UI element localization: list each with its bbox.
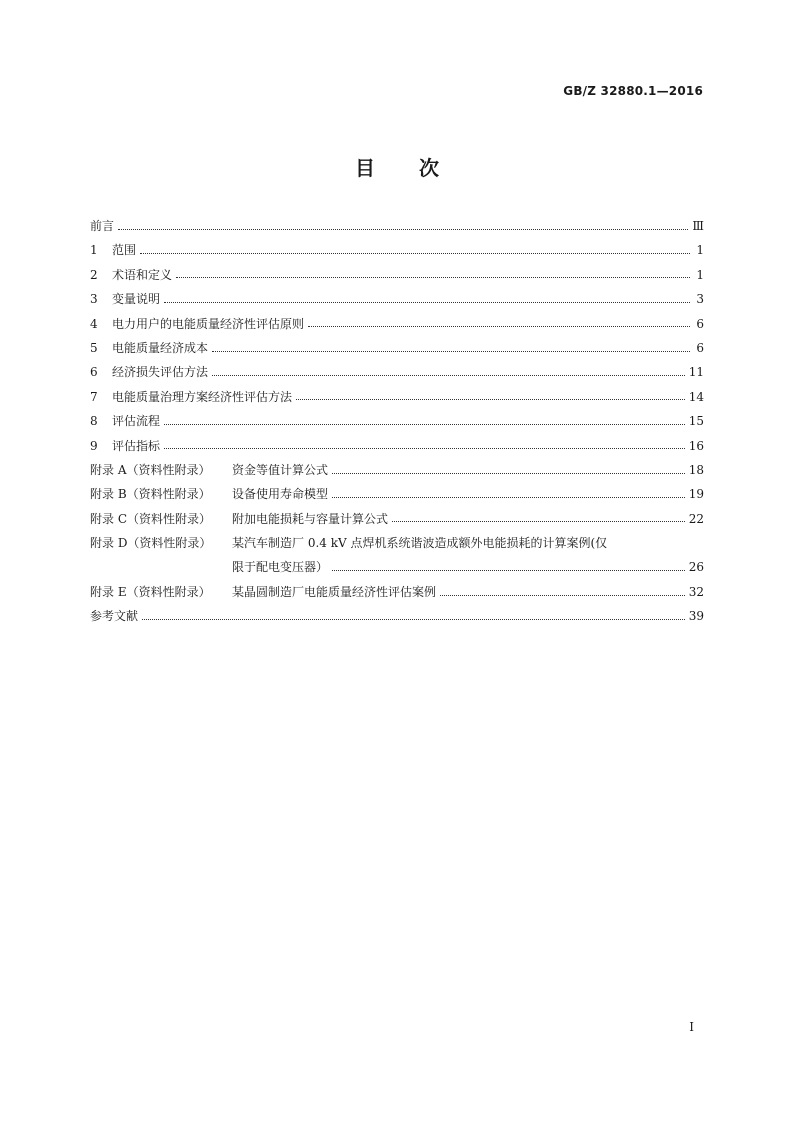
toc-entry-label: 设备使用寿命模型: [232, 487, 329, 502]
toc-page-number: 16: [688, 438, 704, 453]
toc-page-number: 26: [688, 560, 704, 575]
toc-page-number: 1: [696, 267, 704, 282]
toc-entry-label: 评估流程: [112, 414, 161, 429]
appendix-prefix: 附录 D（资料性附录）: [90, 536, 212, 551]
section-number: 2: [90, 267, 98, 282]
section-number: 7: [90, 389, 98, 404]
toc-entry-section-9[interactable]: [90, 434, 704, 458]
toc-page-number: 6: [696, 340, 704, 355]
toc-entry-section-7[interactable]: [90, 385, 704, 409]
toc-entry-label: 资金等值计算公式: [232, 462, 329, 477]
section-number: 9: [90, 438, 98, 453]
toc-page-number: 32: [688, 584, 704, 599]
appendix-prefix: 附录 A（资料性附录）: [90, 462, 211, 477]
toc-page-number: Ⅲ: [692, 219, 704, 233]
dot-leader: [118, 229, 688, 230]
dot-leader: [176, 277, 690, 278]
section-number: 4: [90, 316, 98, 331]
toc-page-number: 11: [688, 365, 704, 380]
toc-entry-label: 前言: [90, 219, 115, 233]
toc-entry-label: 范围: [112, 243, 137, 258]
toc-page-number: 14: [688, 389, 704, 404]
section-number: 3: [90, 292, 98, 307]
dot-leader: [332, 473, 685, 474]
dot-leader: [164, 448, 685, 449]
section-number: 1: [90, 243, 98, 258]
title-char-1: 目: [355, 156, 375, 180]
dot-leader: [440, 595, 685, 596]
page-title: [0, 152, 794, 181]
toc-entry-section-2[interactable]: [90, 263, 704, 287]
toc-page-number: 1: [696, 243, 704, 258]
toc-entry-label: 某晶圆制造厂电能质量经济性评估案例: [232, 584, 437, 599]
toc-entry-section-4[interactable]: [90, 312, 704, 336]
dot-leader: [142, 619, 685, 620]
dot-leader: [164, 424, 685, 425]
toc-entry-section-8[interactable]: [90, 409, 704, 433]
dot-leader: [332, 497, 685, 498]
toc-entry-label: 术语和定义: [112, 267, 173, 282]
toc-page-number: 39: [688, 609, 704, 624]
table-of-contents: [90, 214, 704, 629]
toc-entry-label: 变量说明: [112, 292, 161, 307]
dot-leader: [212, 351, 690, 352]
page-folio: Ⅰ: [689, 1020, 694, 1034]
toc-entry-label-continued: 限于配电变压器）: [232, 560, 329, 575]
toc-entry-appendix-e[interactable]: [90, 580, 704, 604]
section-number: 8: [90, 414, 98, 429]
dot-leader: [392, 521, 685, 522]
appendix-prefix: 附录 E（资料性附录）: [90, 584, 211, 599]
toc-entry-label: 经济损失评估方法: [112, 365, 209, 380]
toc-entry-label: 电能质量治理方案经济性评估方法: [112, 389, 293, 404]
toc-page-number: 22: [688, 511, 704, 526]
dot-leader: [308, 326, 690, 327]
dot-leader: [296, 399, 685, 400]
appendix-prefix: 附录 C（资料性附录）: [90, 511, 211, 526]
toc-entry-appendix-b[interactable]: [90, 482, 704, 506]
standard-number: GB/Z 32880.1—2016: [563, 84, 703, 98]
toc-entry-label: 某汽车制造厂 0.4 kV 点焊机系统谐波造成额外电能损耗的计算案例(仅: [232, 536, 608, 551]
toc-entry-label: 附加电能损耗与容量计算公式: [232, 511, 389, 526]
toc-entry-preface[interactable]: [90, 214, 704, 238]
dot-leader: [140, 253, 690, 254]
toc-entry-appendix-a[interactable]: [90, 458, 704, 482]
appendix-prefix: 附录 B（资料性附录）: [90, 487, 211, 502]
section-number: 5: [90, 340, 98, 355]
toc-page-number: 19: [688, 487, 704, 502]
toc-entry-references[interactable]: [90, 604, 704, 628]
dot-leader: [212, 375, 685, 376]
toc-entry-section-1[interactable]: [90, 238, 704, 262]
title-char-2: 次: [419, 156, 439, 180]
dot-leader: [332, 570, 685, 571]
toc-entry-label: 电能质量经济成本: [112, 340, 209, 355]
toc-entry-label: 电力用户的电能质量经济性评估原则: [112, 316, 305, 331]
toc-entry-appendix-d-continued[interactable]: [90, 555, 704, 579]
toc-page-number: 3: [696, 292, 704, 307]
toc-page-number: 18: [688, 462, 704, 477]
toc-entry-appendix-d[interactable]: [90, 531, 704, 555]
toc-entry-section-6[interactable]: [90, 360, 704, 384]
toc-entry-section-3[interactable]: [90, 287, 704, 311]
section-number: 6: [90, 365, 98, 380]
toc-entry-label: 参考文献: [90, 609, 139, 624]
toc-entry-label: 评估指标: [112, 438, 161, 453]
toc-entry-section-5[interactable]: [90, 336, 704, 360]
toc-entry-appendix-c[interactable]: [90, 507, 704, 531]
toc-page-number: 6: [696, 316, 704, 331]
toc-page-number: 15: [688, 414, 704, 429]
dot-leader: [164, 302, 690, 303]
